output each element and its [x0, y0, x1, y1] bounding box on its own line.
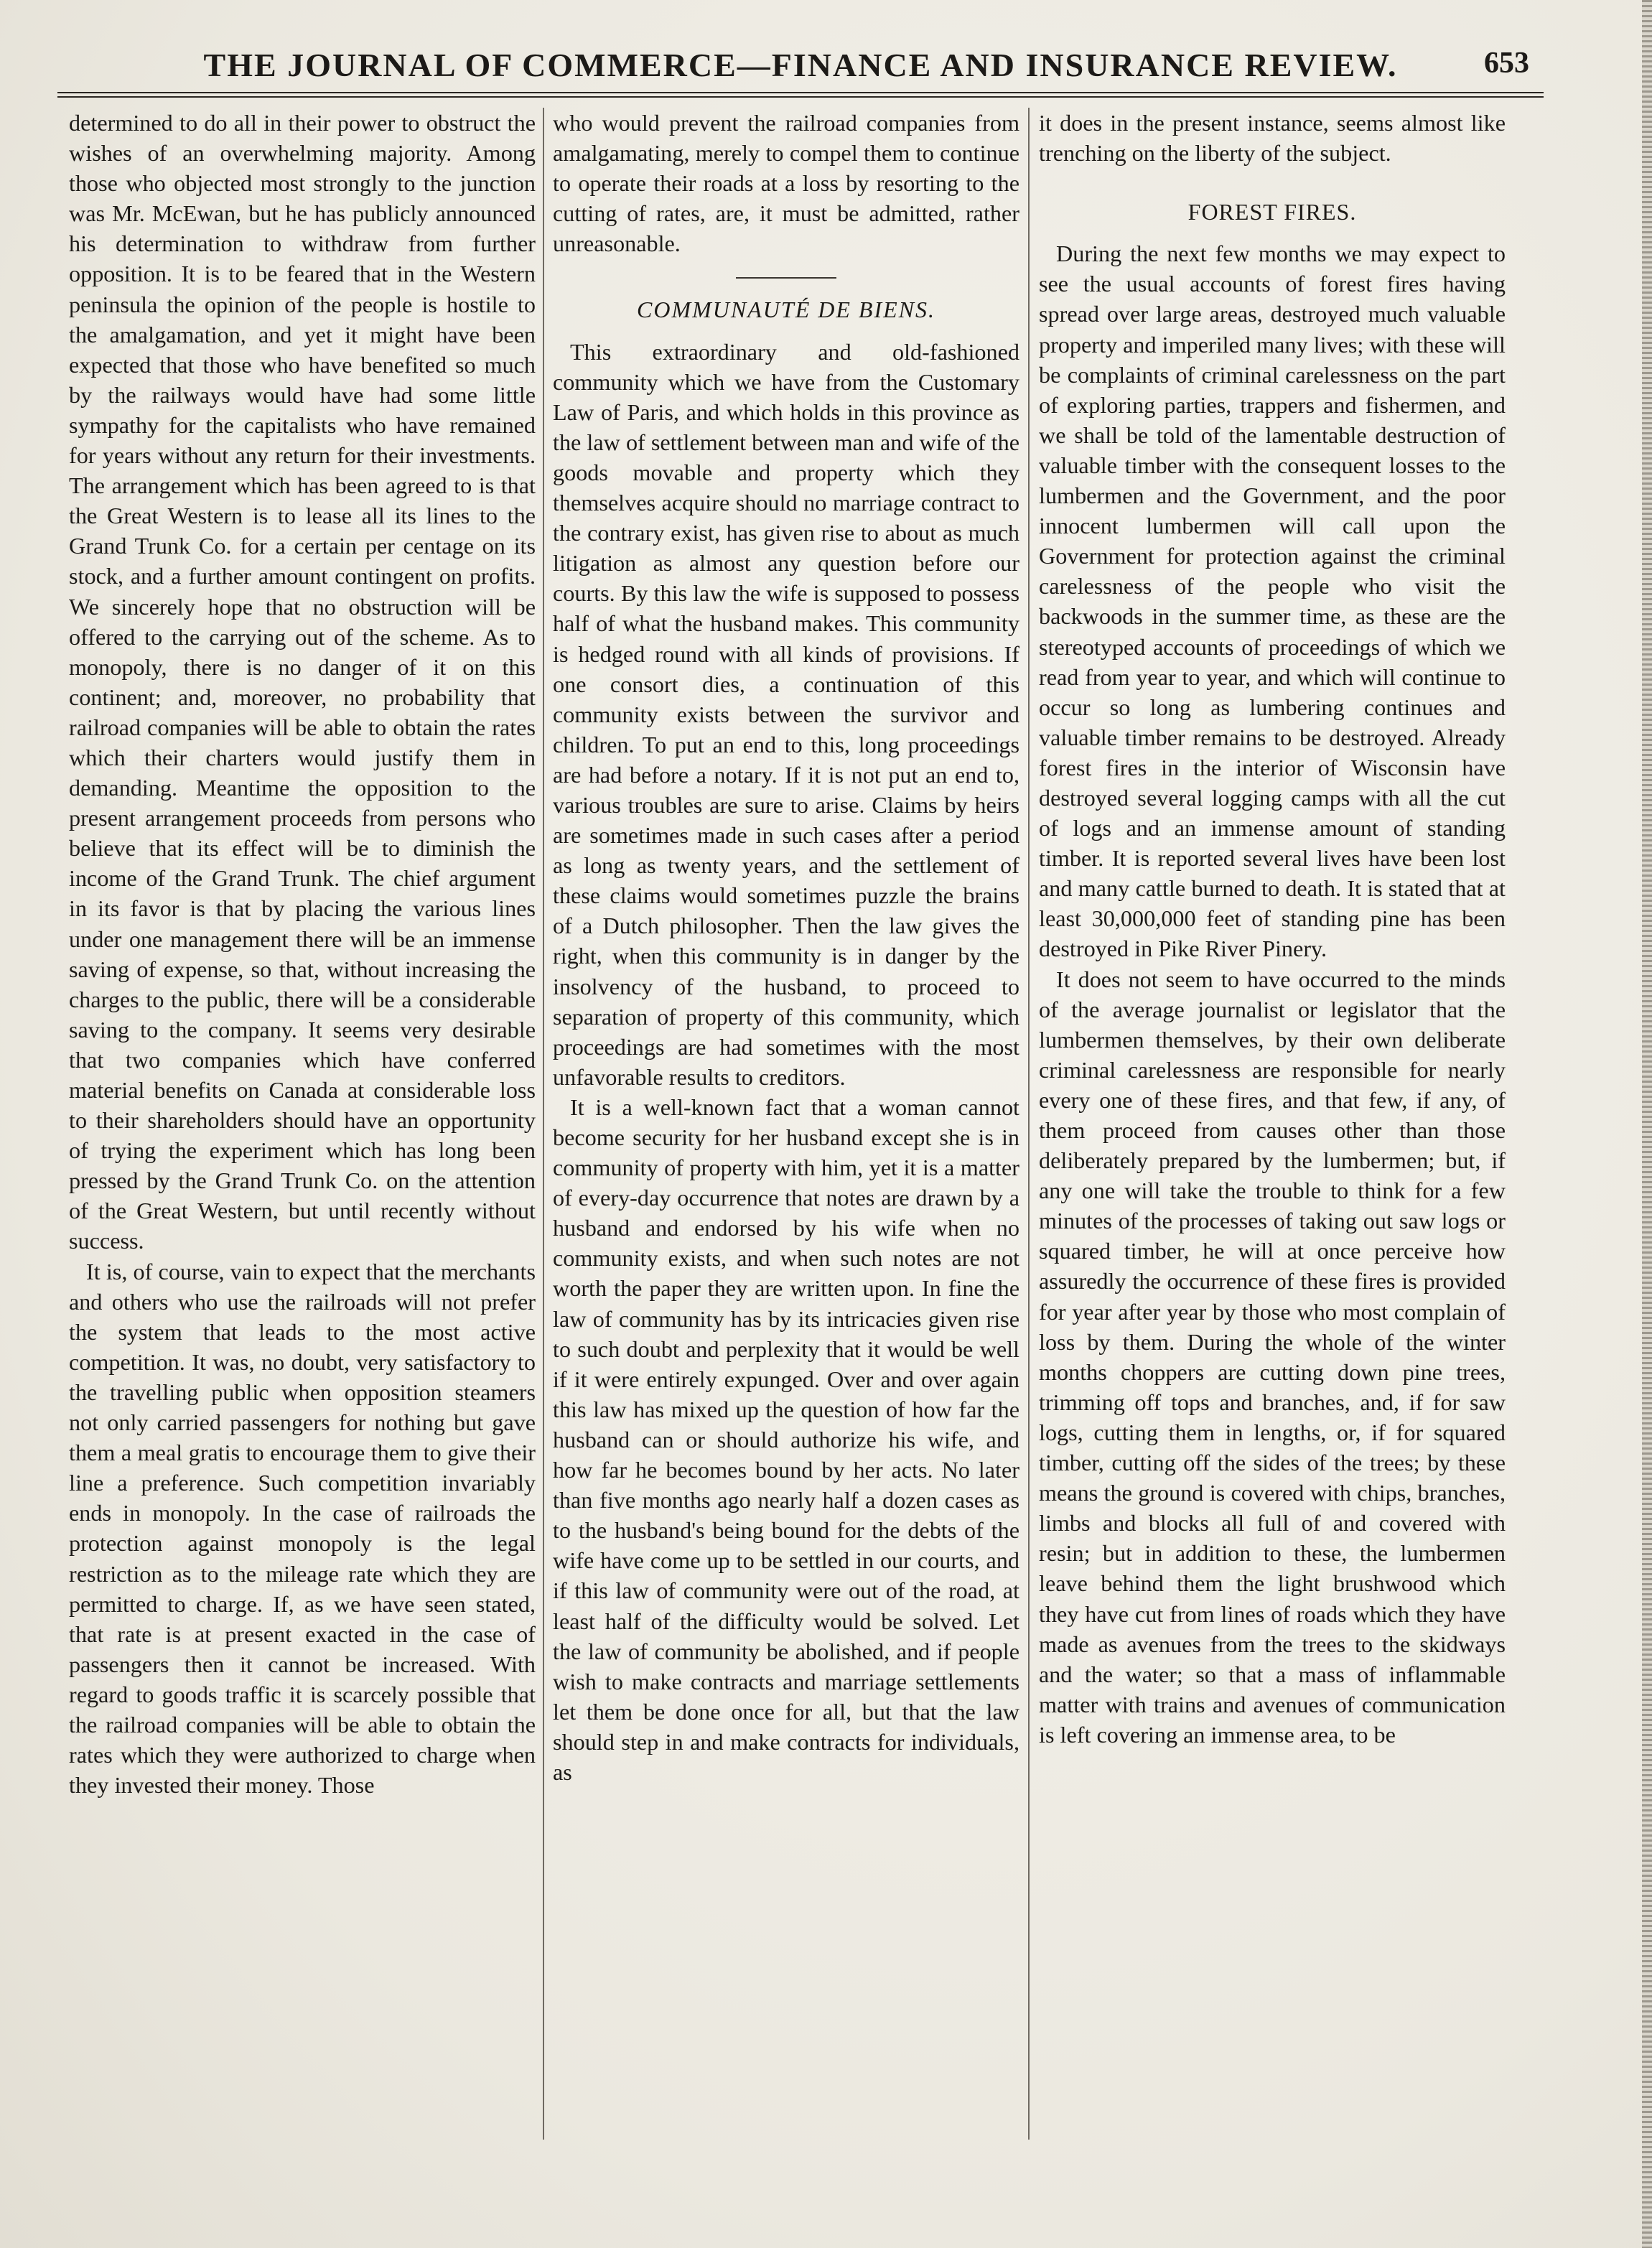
paragraph: determined to do all in their power to obstruct the wishes of an overwhelming majority. Among those who objected most strongly to the junction was Mr. McEwan, but he has publicly announced his determination to withdraw from further opposition. It is to be feared that in the Western peninsula the opinion of the people is hostile to the amalgamation, and yet it might have been expected that those who have benefited so much by the railways would have had some little sympathy for the capitalists who have remained for years without any return for their investments. The arrangement which has been agreed to is that the Great Western is to lease all its lines to the Grand Trunk Co. for a certain per centage on its stock, and a further amount contingent on profits. We sincerely hope that no obstruction will be offered to the carrying out of the scheme. As to monopoly, there is no danger of it on this continent; and, moreover, no probability that railroad companies will be able to obtain the rates which their charters would justify them in demanding. Meantime the opposition to the present arrangement proceeds from persons who believe that its effect will be to diminish the income of the Grand Trunk. The chief argument in its favor is that by placing the various lines under one management there will be an immense saving of expense, so that, without increasing the charges to the public, there will be a considerable saving to the company. It seems very desirable that two companies which have conferred material benefits on Canada at considerable loss to their shareholders should have an opportunity of trying the experiment which has long been pressed by the Grand Trunk Co. on the attention of the Great Western, but until recently without success.	[69, 110, 536, 1254]
column-divider-1	[543, 108, 544, 2140]
paragraph: it does in the present instance, seems almost like trenching on the liberty of the subject.	[1039, 110, 1506, 167]
column-3	[1039, 108, 1506, 2190]
paragraph: It is a well-known fact that a woman cannot become security for her husband except she is in community of property with him, yet it is a matter of every-day occurrence that notes are drawn by a husband and endorsed by his wife when no community exists, and when such notes are not worth the paper they are written upon. In fine the law of community has by its intricacies given rise to such doubt and perplexity that it would be well if it were entirely expunged. Over and over again this law has mixed up the question of how far the husband can or should authorize his wife, and how far he becomes bound by her acts. No later than five months ago nearly half a dozen cases as to the husband's being bound for the debts of the wife have come up to be settled in our courts, and if this law of community were out of the road, at least half of the difficulty would be solved. Let the law of community be abolished, and if people wish to make contracts and marriage settlements let them be done once for all, but that the law should step in and make contracts for individuals, as	[553, 1093, 1019, 1785]
header-rule-top	[57, 92, 1544, 93]
paragraph: who would prevent the railroad companies from amalgamating, merely to compel them to continue to operate their roads at a loss by resorting to the cutting of rates, are, it must be admitted, rather unreasonable.	[553, 110, 1019, 257]
paragraph: It does not seem to have occurred to the minds of the average journalist or legislator that the lumbermen themselves, by their own deliberate criminal carelessness are responsible for nearly every one of these fires, and that few, if any, of them proceed from causes other than those deliberately prepared by the lumbermen; but, if any one will take the trouble to think for a few minutes of the processes of taking out saw logs or squared timber, he will at once perceive how assuredly the occurrence of these fires is provided for year after year by those who most complain of loss by them. During the whole of the winter months choppers are cutting down pine trees, trimming off tops and branches, and, if for saw logs, cutting them in lengths, or, if for squared timber, cutting off the sides of the trees; by these means the ground is covered with chips, branches, limbs and blocks all full of and covered with resin; but in addition to these, the lumbermen leave behind them the light brushwood which they have cut from lines of roads which they have made as avenues from the trees to the skidways and the water; so that a mass of inflammable matter with trains and avenues of communication is left covering an immense area, to be	[1039, 966, 1506, 1748]
column-1	[69, 108, 536, 2190]
paragraph: It is, of course, vain to expect that the merchants and others who use the railroads will not prefer the system that leads to the most active competition. It was, no doubt, very satisfactory to the travelling public when opposition steamers not only carried passengers for nothing but gave them a meal gratis to encourage them to give their line a preference. Such competition invariably ends in monopoly. In the case of railroads the protection against monopoly is the legal restriction as to the mileage rate which they are permitted to charge. If, as we have seen stated, that rate is at present exacted in the case of passengers then it cannot be increased. With regard to goods traffic it is scarcely possible that the railroad companies will be able to obtain the rates which they were authorized to charge when they invested their money. Those	[69, 1258, 536, 1799]
binding-edge	[1642, 0, 1652, 2248]
paragraph: During the next few months we may expect to see the usual accounts of forest fires having spread over large areas, destroyed much valuable property and imperiled many lives; with these will be complaints of criminal carelessness on the part of exploring parties, trappers and fishermen, and we shall be told of the lamentable destruction of valuable timber with the consequent losses to the lumbermen and the Government, and the poor innocent lumbermen will call upon the Government for protection against the criminal carelessness of the people who visit the backwoods in the summer time, as these are the stereotyped accounts of proceedings of which we read from year to year, and which will continue to occur so long as lumbering continues and valuable timber remains to be destroyed. Already forest fires in the interior of Wisconsin have destroyed several logging camps with all the cut of logs and an immense amount of standing timber. It is reported several lives have been lost and many cattle burned to death. It is stated that at least 30,000,000 feet of standing pine has been destroyed in Pike River Pinery.	[1039, 241, 1506, 962]
header-rule-bottom	[57, 96, 1544, 98]
section-title-communaute: COMMUNAUTÉ DE BIENS.	[637, 297, 935, 323]
paragraph: This extraordinary and old-fashioned community which we have from the Customary Law of Paris, and which holds in this province as the law of settlement between man and wife of the goods movable and property which they themselves acquire should no marriage contract to the contrary exist, has given rise to about as much litigation as almost any question before our courts. By this law the wife is supposed to possess half of what the husband makes. This community is hedged round with all kinds of provisions. If one consort dies, a continuation of this community exists between the survivor and children. To put an end to this, long proceedings are had before a notary. If it is not put an end to, various troubles are sure to arise. Claims by heirs are sometimes made in such cases after a period as long as twenty years, and the settlement of these claims would sometimes puzzle the brains of a Dutch philosopher. Then the law gives the right, when this community is in danger by the insolvency of the husband, to proceed to separation of property of this community, which proceedings are had sometimes with the most unfavorable results to creditors.	[553, 338, 1019, 1090]
column-divider-2	[1028, 108, 1030, 2140]
section-title-forest-fires: FOREST FIRES.	[1187, 199, 1357, 225]
column-2	[553, 108, 1019, 2190]
journal-title: THE JOURNAL OF COMMERCE—FINANCE AND INSURANCE REVIEW.	[203, 47, 1398, 83]
running-header	[57, 37, 1544, 88]
section-separator	[736, 277, 836, 279]
page-number: 653	[1484, 47, 1529, 80]
